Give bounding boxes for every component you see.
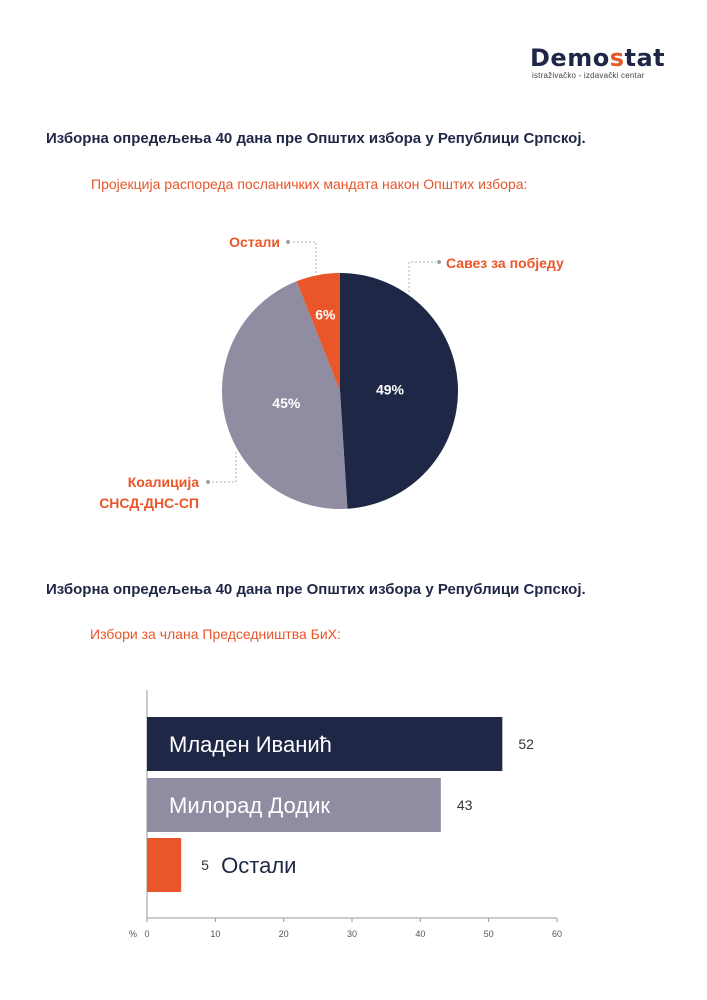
bar-value-label: 5: [201, 857, 209, 873]
pie-slice-percent: 45%: [272, 394, 301, 411]
x-tick-label: 0: [144, 929, 150, 939]
logo-wordmark: Demostat: [530, 44, 666, 72]
bar-value-label: 43: [456, 797, 473, 813]
bar-category-label: Остали: [221, 853, 297, 878]
pie-label-savez: Савез за побједу: [446, 255, 564, 271]
pie-label-koalicija-line1: Коалиција: [127, 474, 199, 490]
pie-chart-subtitle: Пројекција распореда посланичких мандата након Општих избора:: [91, 176, 528, 192]
pie-slice-percent: 49%: [375, 381, 404, 398]
bar-category-label: Младен Иванић: [169, 732, 332, 757]
bar-chart-title: Изборна опредељења 40 дана пре Општих избора у Републици Српској.: [46, 581, 586, 598]
bar-chart-subtitle: Избори за члана Председништва БиХ:: [90, 626, 341, 642]
x-axis-unit: %: [128, 929, 138, 939]
x-tick-label: 20: [278, 929, 289, 939]
bar-value-label: 52: [518, 736, 534, 752]
x-tick-label: 60: [551, 929, 563, 939]
x-tick-label: 30: [346, 929, 358, 939]
logo-subtitle: istraživačko - izdavački centar: [532, 71, 645, 80]
x-tick-label: 40: [415, 929, 426, 939]
x-tick-label: 50: [483, 929, 494, 939]
pie-label-koalicija-line2: СНСД-ДНС-СП: [99, 495, 199, 511]
bar-category-label: Милорад Додик: [169, 793, 331, 818]
pie-chart-title: Изборна опредељења 40 дана пре Општих избора у Републици Српској.: [46, 130, 586, 147]
pie-slice-percent: 6%: [315, 306, 336, 323]
x-tick-label: 10: [210, 929, 221, 939]
bar: [147, 838, 181, 892]
pie-label-ostali: Остали: [229, 234, 280, 250]
